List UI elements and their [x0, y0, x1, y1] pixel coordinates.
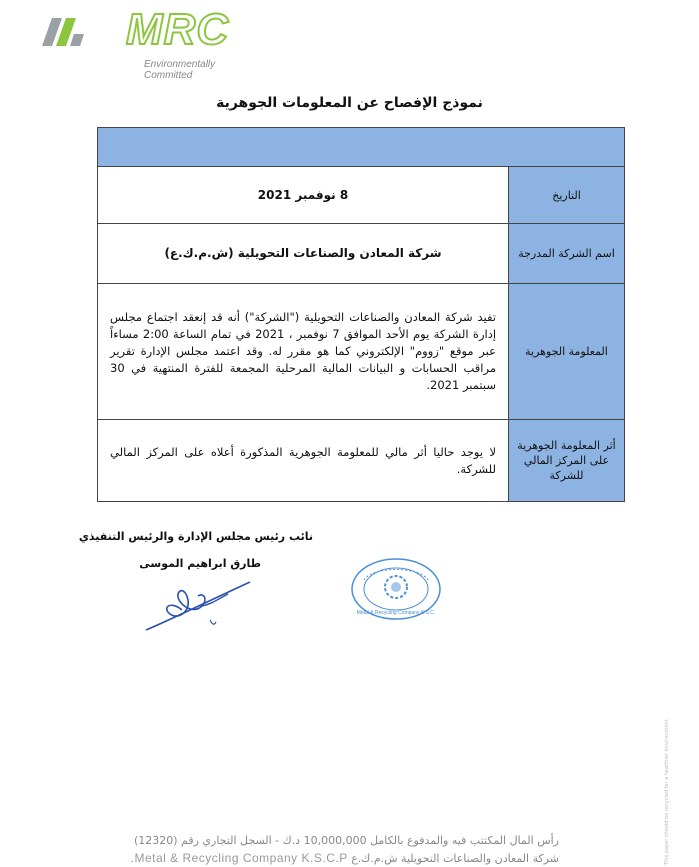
footer-company-ar: شركة المعادن والصناعات التحويلية ش.م.ك.ع	[351, 852, 559, 865]
table-row-date	[98, 167, 625, 224]
signature-image	[140, 570, 270, 640]
table-header-row	[98, 128, 625, 167]
table-row-company	[98, 224, 625, 284]
signatory-name: طارق ابراهيم الموسى	[139, 557, 261, 570]
row-value-date: 8 نوفمبر 2021	[98, 167, 509, 224]
company-stamp-icon	[350, 556, 442, 622]
row-label-financial-impact: أثر المعلومة الجوهرية على المركز المالي للشركة	[509, 420, 625, 502]
document-title: نموذج الإفصاح عن المعلومات الجوهرية	[216, 95, 483, 111]
stamp-text: Metal & Recycling Company K.S.C.	[356, 610, 436, 616]
footer-capital-line: رأس المال المكتتب فيه والمدفوع بالكامل 10,000,000 د.ك - السجل التجاري رقم (12320)	[133, 834, 559, 847]
table-row-material-info	[98, 284, 625, 420]
footer-company-en: Metal & Recycling Company K.S.C.P.	[130, 851, 348, 865]
signatory-position: نائب رئيس مجلس الإدارة والرئيس التنفيذي	[78, 530, 313, 543]
recycle-note: This paper should be recycled for a healthier environment.	[664, 717, 670, 865]
logo-wordmark: MRC	[126, 5, 230, 54]
row-label-company: اسم الشركة المدرجة	[509, 224, 625, 284]
disclosure-table	[97, 127, 625, 502]
table-row-financial-impact	[98, 420, 625, 502]
row-value-company: شركة المعادن والصناعات التحويلية (ش.م.ك.ع)	[98, 224, 509, 284]
company-logo	[40, 4, 250, 81]
logo-mark-icon	[40, 12, 88, 52]
row-value-financial-impact: لا يوجد حاليا أثر مالي للمعلومة الجوهرية المذكورة أعلاه على المركز المالي للشركة.	[98, 420, 509, 502]
row-value-material-info: تفيد شركة المعادن والصناعات التحويلية ("الشركة") أنه قد إنعقد اجتماع مجلس إدارة الشركة يوم الأحد الموافق 7 نوفمبر ، 2021 في تمام الساعة 2:00 مساءاً عبر موقع "زووم" الإلكتروني كما هو مقرر له. وقد اعتمد مجلس الإدارة تقرير مراقب الحسابات و البيانات المالية المرحلية المجمعة للفترة المنتهية في 30 سبتمبر 2021.	[98, 284, 509, 420]
row-label-material-info: المعلومة الجوهرية	[509, 284, 625, 420]
footer-company-line	[131, 851, 559, 865]
row-label-date: التاريخ	[509, 167, 625, 224]
table-header-band	[98, 128, 625, 167]
logo-tagline: Environmentally Committed	[144, 59, 216, 81]
